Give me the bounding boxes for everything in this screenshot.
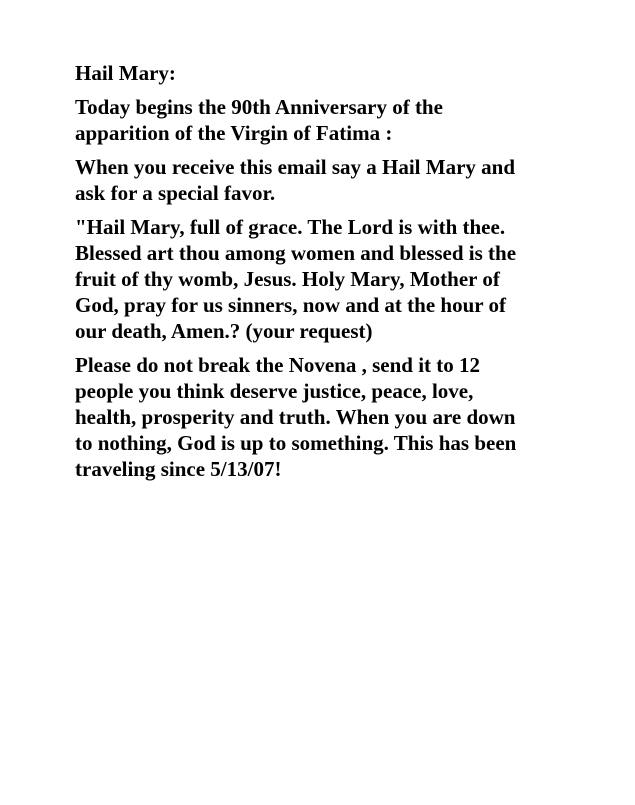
document-title bbox=[75, 60, 620, 86]
paragraph-anniversary bbox=[75, 94, 620, 146]
paragraph-instruction bbox=[75, 154, 620, 206]
paragraph-line: ask for a special favor. bbox=[75, 181, 276, 205]
paragraph-line: Blessed art thou among women and blessed is the bbox=[75, 241, 517, 265]
paragraph-line: our death, Amen.? (your request) bbox=[75, 319, 373, 343]
paragraph-line: people you think deserve justice, peace, love, bbox=[75, 379, 474, 403]
document-body bbox=[75, 60, 620, 490]
paragraph-line: God, pray for us sinners, now and at the hour of bbox=[75, 293, 506, 317]
paragraph-line: health, prosperity and truth. When you are down bbox=[75, 405, 516, 429]
paragraph-line: fruit of thy womb, Jesus. Holy Mary, Mother of bbox=[75, 267, 500, 291]
title-line: Hail Mary: bbox=[75, 61, 176, 85]
paragraph-line: "Hail Mary, full of grace. The Lord is with thee. bbox=[75, 215, 506, 239]
paragraph-prayer bbox=[75, 214, 620, 344]
paragraph-line: traveling since 5/13/07! bbox=[75, 457, 282, 481]
paragraph-line: When you receive this email say a Hail Mary and bbox=[75, 155, 516, 179]
paragraph-line: to nothing, God is up to something. This has been bbox=[75, 431, 517, 455]
paragraph-line: Please do not break the Novena , send it to 12 bbox=[75, 353, 481, 377]
paragraph-line: Today begins the 90th Anniversary of the bbox=[75, 95, 443, 119]
paragraph-line: apparition of the Virgin of Fatima : bbox=[75, 121, 393, 145]
paragraph-novena bbox=[75, 352, 620, 482]
